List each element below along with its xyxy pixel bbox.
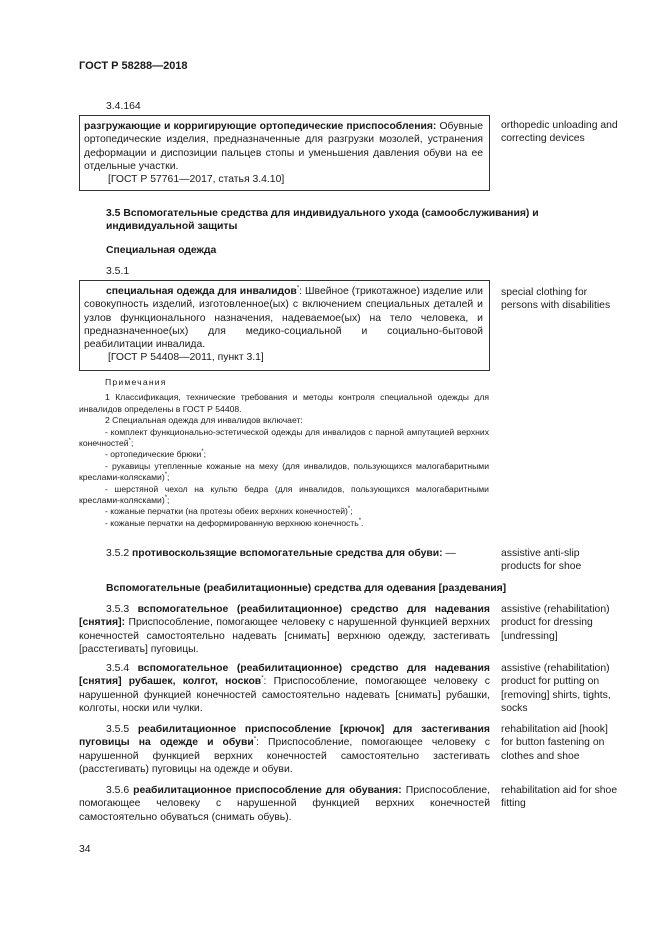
note-2: 2 Специальная одежда для инвалидов включает: (105, 415, 303, 426)
document-header: ГОСТ Р 58288—2018 (79, 60, 188, 72)
english-term: assistive (rehabilitation) product for putting on [removing] shirts, tights, socks (501, 663, 611, 714)
english-term: rehabilitation aid for shoe fitting (501, 785, 618, 810)
notes-title: Примечания (105, 377, 167, 387)
definition: Приспособление, помогающее человеку с нарушенной функцией верхних конечностей самостоятельно надевать [снимать] верхнюю одежду, застегивать [расстегивать] пуговицы. (79, 617, 490, 655)
page-number: 34 (79, 844, 91, 855)
note-item: - рукавицы утепленные кожаные на меху (для инвалидов, пользующихся малогабаритными креслами-колясками)*; (79, 460, 489, 483)
definition: Приспособление, помогающее человеку с нарушенной функцией верхних конечностей самостоятельно обуваться (снимать обувь). (79, 785, 491, 823)
english-term: orthopedic unloading and correcting devices (501, 120, 618, 145)
term: реабилитационное приспособление [крючок] для застегивания пуговицы на одежде и обуви (79, 724, 490, 749)
term: разгружающие и корригирующие ортопедические приспособления: (84, 121, 437, 132)
note-item: - ортопедические брюки*; (105, 449, 207, 460)
note-item: - шерстяной чехол на культю бедра (для инвалидов, пользующихся малогабаритными креслами-колясками)*; (79, 483, 489, 506)
note-item: - комплект функционально-эстетической одежды для инвалидов с парной ампутацией верхних конечностей*; (79, 426, 489, 449)
definition: : Приспособление, помогающее человеку с нарушенной функцией конечностей самостоятельно надевать [снимать] рубашки, колготы, носки или чулки. (79, 676, 490, 714)
term: реабилитационное приспособление для обувания: (133, 785, 402, 796)
note-item: - кожаные перчатки на деформированную верхнюю конечность*. (105, 517, 364, 528)
definition: Обувные ортопедические изделия, предназначенные для разгрузки мозолей, устранения деформации и диспозиции пальцев стопы и уменьшения давления обуви на ее отдельные участки. (84, 121, 483, 172)
source-reference: [ГОСТ Р 54408—2011, пункт 3.1] (108, 352, 264, 364)
entry-3-5-6: 3.5.6 реабилитационное приспособление для обувания: Приспособление, помогающее человеку с нарушенной функцией верхних конечностей самостоятельно обуваться (снимать обувь). (79, 785, 491, 823)
term: специальная одежда для инвалидов (106, 286, 297, 297)
section-heading: 3.5 Вспомогательные средства для индивидуального ухода (самообслуживания) и индивидуальной защиты (106, 208, 539, 233)
term-box-3-5-1 (79, 280, 490, 371)
source-reference: [ГОСТ Р 57761—2017, статья 3.4.10] (108, 174, 285, 186)
note-item: - кожаные перчатки (на протезы обеих верхних конечностей)*; (105, 506, 353, 517)
term: вспомогательное (реабилитационное) средство для надевания [снятия]: (79, 604, 490, 629)
notes-block (79, 377, 489, 529)
term: противоскользящие вспомогательные средства для обуви: (132, 548, 443, 559)
term: вспомогательное (реабилитационное) средство для надевания [снятия] рубашек, колгот, носков (79, 663, 490, 688)
english-term: assistive (rehabilitation) product for dressing [undressing] (501, 604, 610, 642)
subsection-heading: Специальная одежда (106, 245, 217, 256)
definition: : Приспособление, помогающее человеку с нарушенной функцией верхних конечностей самостоятельно застегивать (расстегивать) пуговицы на одежде и обуви. (79, 737, 490, 775)
english-term: assistive anti-slip products for shoe (501, 548, 582, 573)
entry-3-5-3: 3.5.3 вспомогательное (реабилитационное) средство для надевания [снятия]: Приспособление, помогающее человеку с нарушенной функцией верхних конечностей самостоятельно надевать [снимать] верхнюю одежду, застегивать [расстегивать] пуговицы. (79, 604, 490, 655)
term-box-3-4-164 (79, 115, 490, 191)
entry-3-5-5: 3.5.5 реабилитационное приспособление [крючок] для застегивания пуговицы на одежде и обуви*: Приспособление, помогающее человеку с нарушенной функцией верхних конечностей самостоятельно застегивать (расстегивать) пуговицы на одежде и обуви. (79, 724, 490, 775)
entry-3-5-4: 3.5.4 вспомогательное (реабилитационное) средство для надевания [снятия] рубашек, колгот, носков*: Приспособление, помогающее человеку с нарушенной функцией конечностей самостоятельно надевать [снимать] рубашки, колготы, носки или чулки. (79, 663, 490, 714)
entry-number: 3.5.1 (106, 266, 130, 277)
definition: : Швейное (трикотажное) изделие или совокупность изделий, изготовленное(ых) с включением специальных деталей и узлов функционального назначения, надеваемое(ых) на тело человека, и предназначенное(ых) для медико-социальной и социально-бытовой реабилитации инвалида. (84, 286, 483, 351)
footnote-marker: * (296, 285, 300, 292)
entry-number: 3.4.164 (106, 101, 141, 112)
english-term: special clothing for persons with disabilities (501, 287, 611, 312)
entry-3-5-2: 3.5.2 противоскользящие вспомогательные средства для обуви: — (106, 548, 456, 559)
note-1: 1 Классификация, технические требования и методы контроля специальной одежды для инвалидов определены в ГОСТ Р 54408. (79, 392, 489, 414)
english-term: rehabilitation aid [hook] for button fastening on clothes and shoe (501, 724, 608, 762)
subsection-heading: Вспомогательные (реабилитационные) средства для одевания [раздевания] (106, 583, 507, 594)
